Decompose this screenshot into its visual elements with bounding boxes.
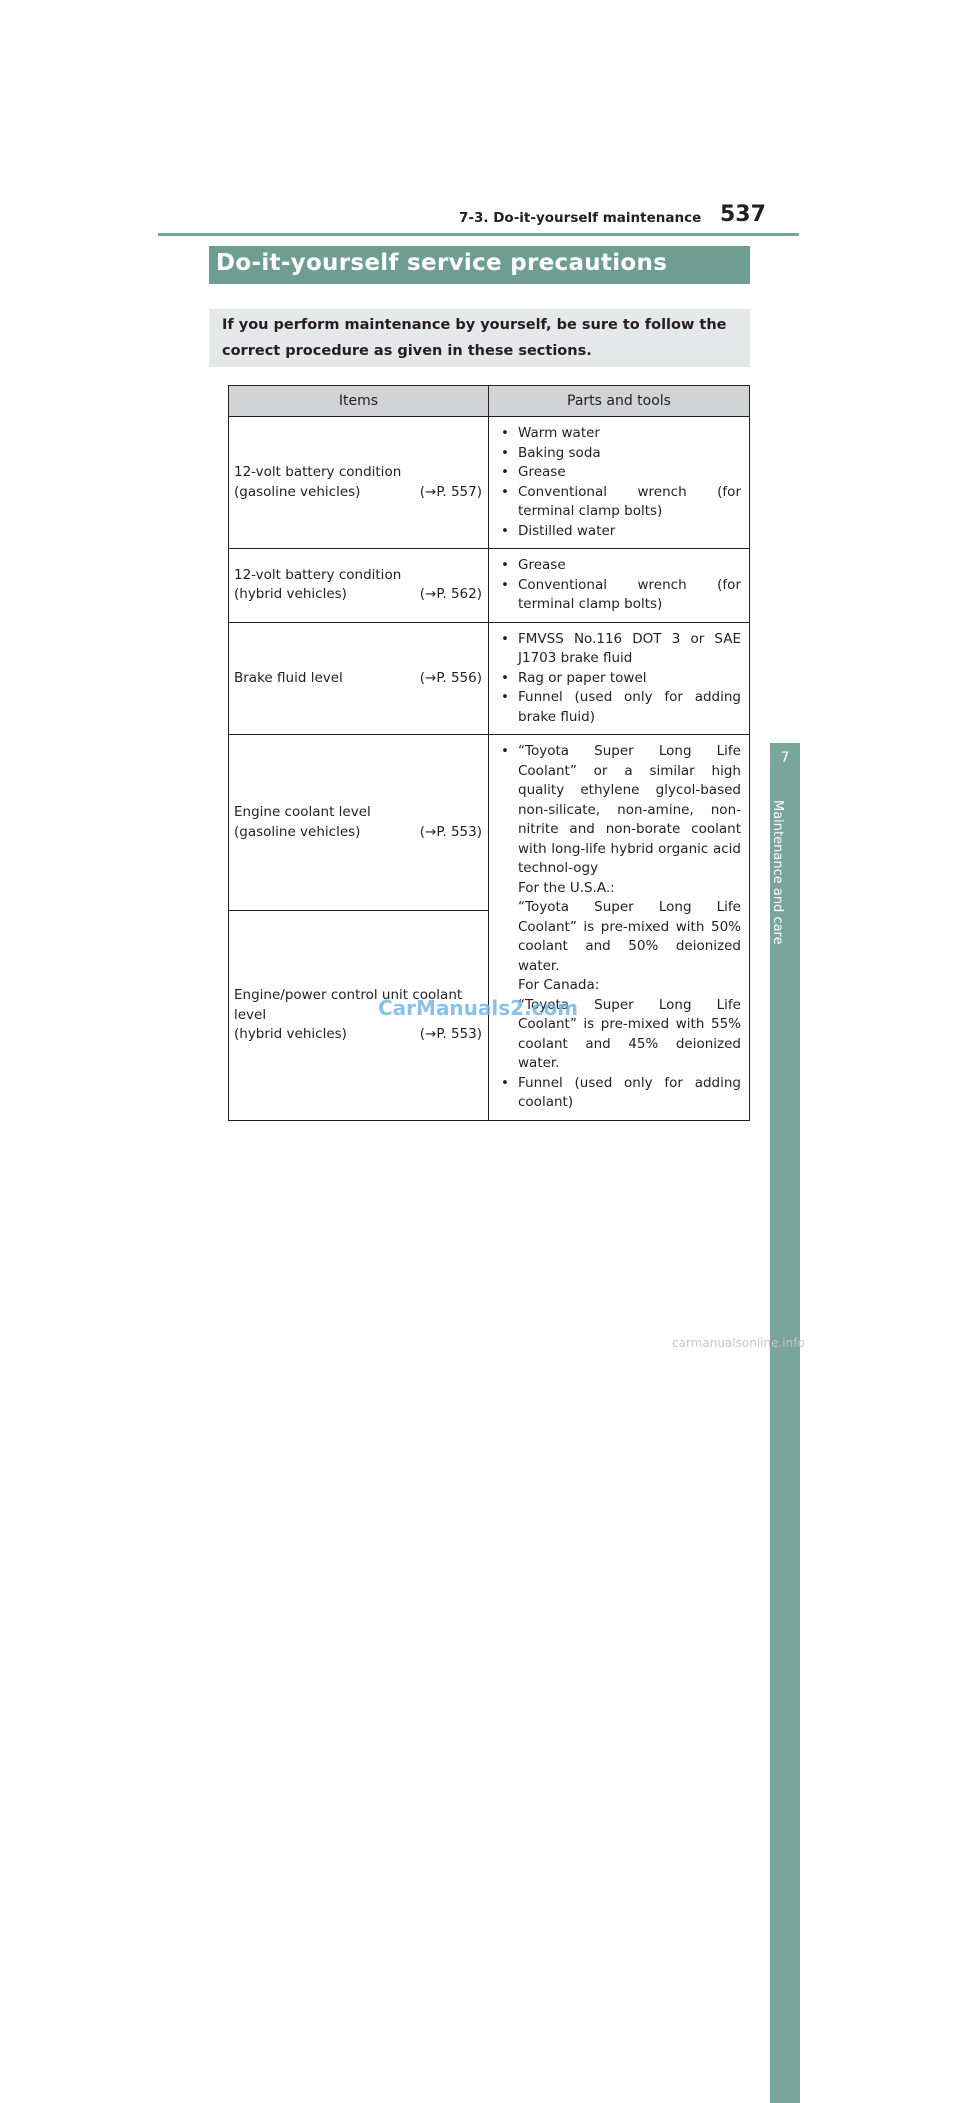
column-header-items: Items <box>229 386 489 417</box>
item-name: 12-volt battery condition <box>234 566 402 583</box>
parts-list <box>499 556 741 615</box>
item-name: Engine coolant level <box>234 804 371 821</box>
section-title: Do-it-yourself service precautions <box>216 250 668 276</box>
parts-list <box>499 742 741 1113</box>
item-qualifier: (hybrid vehicles) <box>234 1026 347 1043</box>
running-header-section: 7-3. Do-it-yourself maintenance <box>459 210 702 226</box>
list-item: • Funnel (used only for adding coolant) <box>499 1074 741 1113</box>
item-qualifier: (gasoline vehicles) <box>234 823 361 840</box>
item-cell <box>229 735 489 911</box>
list-item: • Warm water <box>499 424 741 444</box>
watermark-logo: CarManuals2.com <box>378 996 579 1020</box>
list-item: • FMVSS No.116 DOT 3 or SAE J1703 brake fluid <box>499 630 741 669</box>
parts-cell <box>489 549 750 623</box>
parts-list <box>499 630 741 728</box>
intro-text: If you perform maintenance by yourself, be sure to follow the correct procedure as given in these sections. <box>222 317 727 359</box>
column-header-parts: Parts and tools <box>489 386 750 417</box>
page-reference: (→P. 556) <box>419 669 482 686</box>
list-item: • Conventional wrench (for terminal clamp bolts) <box>499 576 741 615</box>
item-name: 12-volt battery condition <box>234 464 402 480</box>
item-name: Engine/power control unit coolant level <box>234 987 463 1023</box>
chapter-label: Maintenance and care <box>770 800 785 945</box>
item-cell <box>229 417 489 549</box>
page-reference: (→P. 553) <box>419 823 482 840</box>
list-item: • Conventional wrench (for terminal clamp bolts) <box>499 483 741 522</box>
list-item: • Baking soda <box>499 444 741 464</box>
table-row <box>229 735 750 911</box>
item-cell <box>229 549 489 623</box>
table-row <box>229 622 750 735</box>
list-item: • Funnel (used only for adding brake fluid) <box>499 688 741 727</box>
parts-list <box>499 424 741 541</box>
page-number: 537 <box>720 202 766 227</box>
page-reference: (→P. 562) <box>419 586 482 603</box>
item-qualifier: (hybrid vehicles) <box>234 586 347 603</box>
coolant-usa-text: “Toyota Super Long Life Coolant” is pre-mixed with 50% coolant and 50% deionized water. <box>518 899 741 974</box>
list-item: • Grease <box>499 556 741 576</box>
table-row <box>229 417 750 549</box>
item-cell <box>229 622 489 735</box>
list-item: • Grease <box>499 463 741 483</box>
coolant-canada-text: “Toyota Super Long Life Coolant” is pre-mixed with 55% coolant and 45% deionized water. <box>518 996 741 1071</box>
list-item: • Rag or paper towel <box>499 669 741 689</box>
item-name: Brake fluid level <box>234 669 343 686</box>
coolant-canada-label: For Canada: <box>518 977 600 993</box>
header-rule <box>158 233 799 236</box>
table-row <box>229 549 750 623</box>
page-reference: (→P. 557) <box>419 483 482 500</box>
chapter-number: 7 <box>780 750 790 766</box>
coolant-parts-cell <box>489 735 750 1121</box>
list-item: • Distilled water <box>499 522 741 542</box>
coolant-usa-label: For the U.S.A.: <box>518 879 615 896</box>
parts-cell <box>489 417 750 549</box>
list-item <box>499 742 741 1074</box>
page-reference: (→P. 553) <box>419 1026 482 1043</box>
chapter-side-tab <box>770 743 800 2103</box>
parts-cell <box>489 622 750 735</box>
watermark-footer: carmanualsonline.info <box>672 1336 805 1350</box>
coolant-main: • “Toyota Super Long Life Coolant” or a similar high quality ethylene glycol-based non-silicate, non-amine, non-nitrite and non-borate coolant with long-life hybrid organic acid technol-ogy <box>518 743 741 876</box>
table-header-row <box>229 386 750 417</box>
item-qualifier: (gasoline vehicles) <box>234 483 361 500</box>
